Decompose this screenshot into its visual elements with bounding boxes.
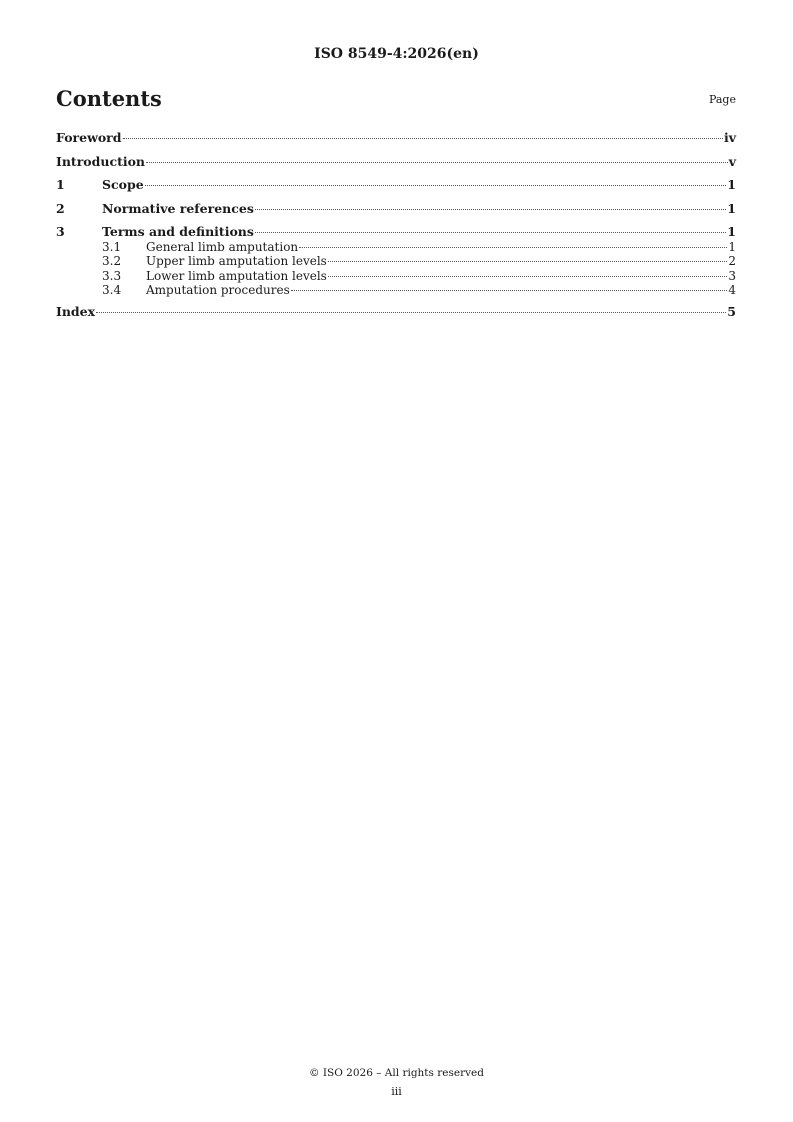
toc-entry-title: Foreword [56, 130, 122, 145]
toc-entry-title: Amputation procedures [146, 283, 290, 297]
page-column-label: Page [708, 93, 736, 106]
toc-entry-scope[interactable] [56, 177, 736, 201]
toc-leader-dots [255, 209, 726, 210]
toc-leader-dots [328, 276, 728, 277]
toc-entry-general-limb-amputation[interactable] [56, 240, 736, 255]
toc-entry-page: 1 [728, 239, 736, 254]
toc-entry-page: 3 [728, 268, 736, 283]
toc-entry-page: 4 [728, 283, 736, 297]
toc-leader-dots [96, 312, 726, 313]
toc-leader-dots [146, 162, 728, 163]
document-id-header: ISO 8549-4:2026(en) [314, 46, 479, 62]
footer-page-number: iii [391, 1085, 402, 1098]
toc-entry-number: 3.3 [102, 268, 122, 283]
toc-entry-foreword[interactable] [56, 130, 736, 154]
toc-entry-number: 3.2 [102, 254, 122, 268]
toc-entry-index[interactable] [56, 304, 736, 328]
toc-entry-title: Terms and definitions [102, 224, 254, 239]
toc-entry-title: Introduction [56, 153, 146, 169]
toc-entry-number: 3.4 [102, 283, 122, 297]
toc-entry-page: 1 [727, 200, 736, 216]
toc-entry-terms-and-definitions[interactable] [56, 224, 736, 240]
toc-leader-dots [255, 232, 726, 233]
toc-entry-title: Upper limb amputation levels [146, 254, 327, 268]
toc-entry-number: 3.1 [102, 239, 122, 254]
toc-entry-lower-limb-amputation-levels[interactable] [56, 269, 736, 284]
toc-entry-page: 2 [728, 254, 736, 268]
toc-entry-title: General limb amputation [146, 239, 299, 254]
toc-leader-dots [123, 138, 723, 139]
table-of-contents [56, 130, 736, 328]
toc-entry-number: 3 [56, 224, 65, 239]
toc-entry-page: iv [723, 130, 736, 145]
toc-leader-dots [145, 185, 727, 186]
toc-leader-dots [291, 290, 728, 291]
toc-entry-normative-references[interactable] [56, 201, 736, 225]
toc-entry-number: 1 [56, 177, 65, 192]
toc-entry-number: 2 [56, 200, 65, 216]
toc-entry-title: Lower limb amputation levels [146, 268, 327, 283]
toc-entry-upper-limb-amputation-levels[interactable] [56, 254, 736, 269]
toc-leader-dots [328, 261, 728, 262]
toc-entry-page: 5 [727, 304, 736, 319]
toc-entry-page: 1 [727, 177, 736, 192]
toc-entry-page: v [728, 153, 736, 169]
toc-entry-amputation-procedures[interactable] [56, 283, 736, 304]
contents-title: Contents [56, 86, 162, 111]
toc-entry-title: Normative references [102, 200, 254, 216]
footer-copyright: © ISO 2026 – All rights reserved [309, 1067, 484, 1079]
toc-entry-introduction[interactable] [56, 154, 736, 178]
toc-entry-page: 1 [727, 224, 736, 239]
toc-entry-title: Index [56, 304, 96, 319]
toc-leader-dots [299, 247, 727, 248]
toc-entry-title: Scope [102, 177, 144, 192]
